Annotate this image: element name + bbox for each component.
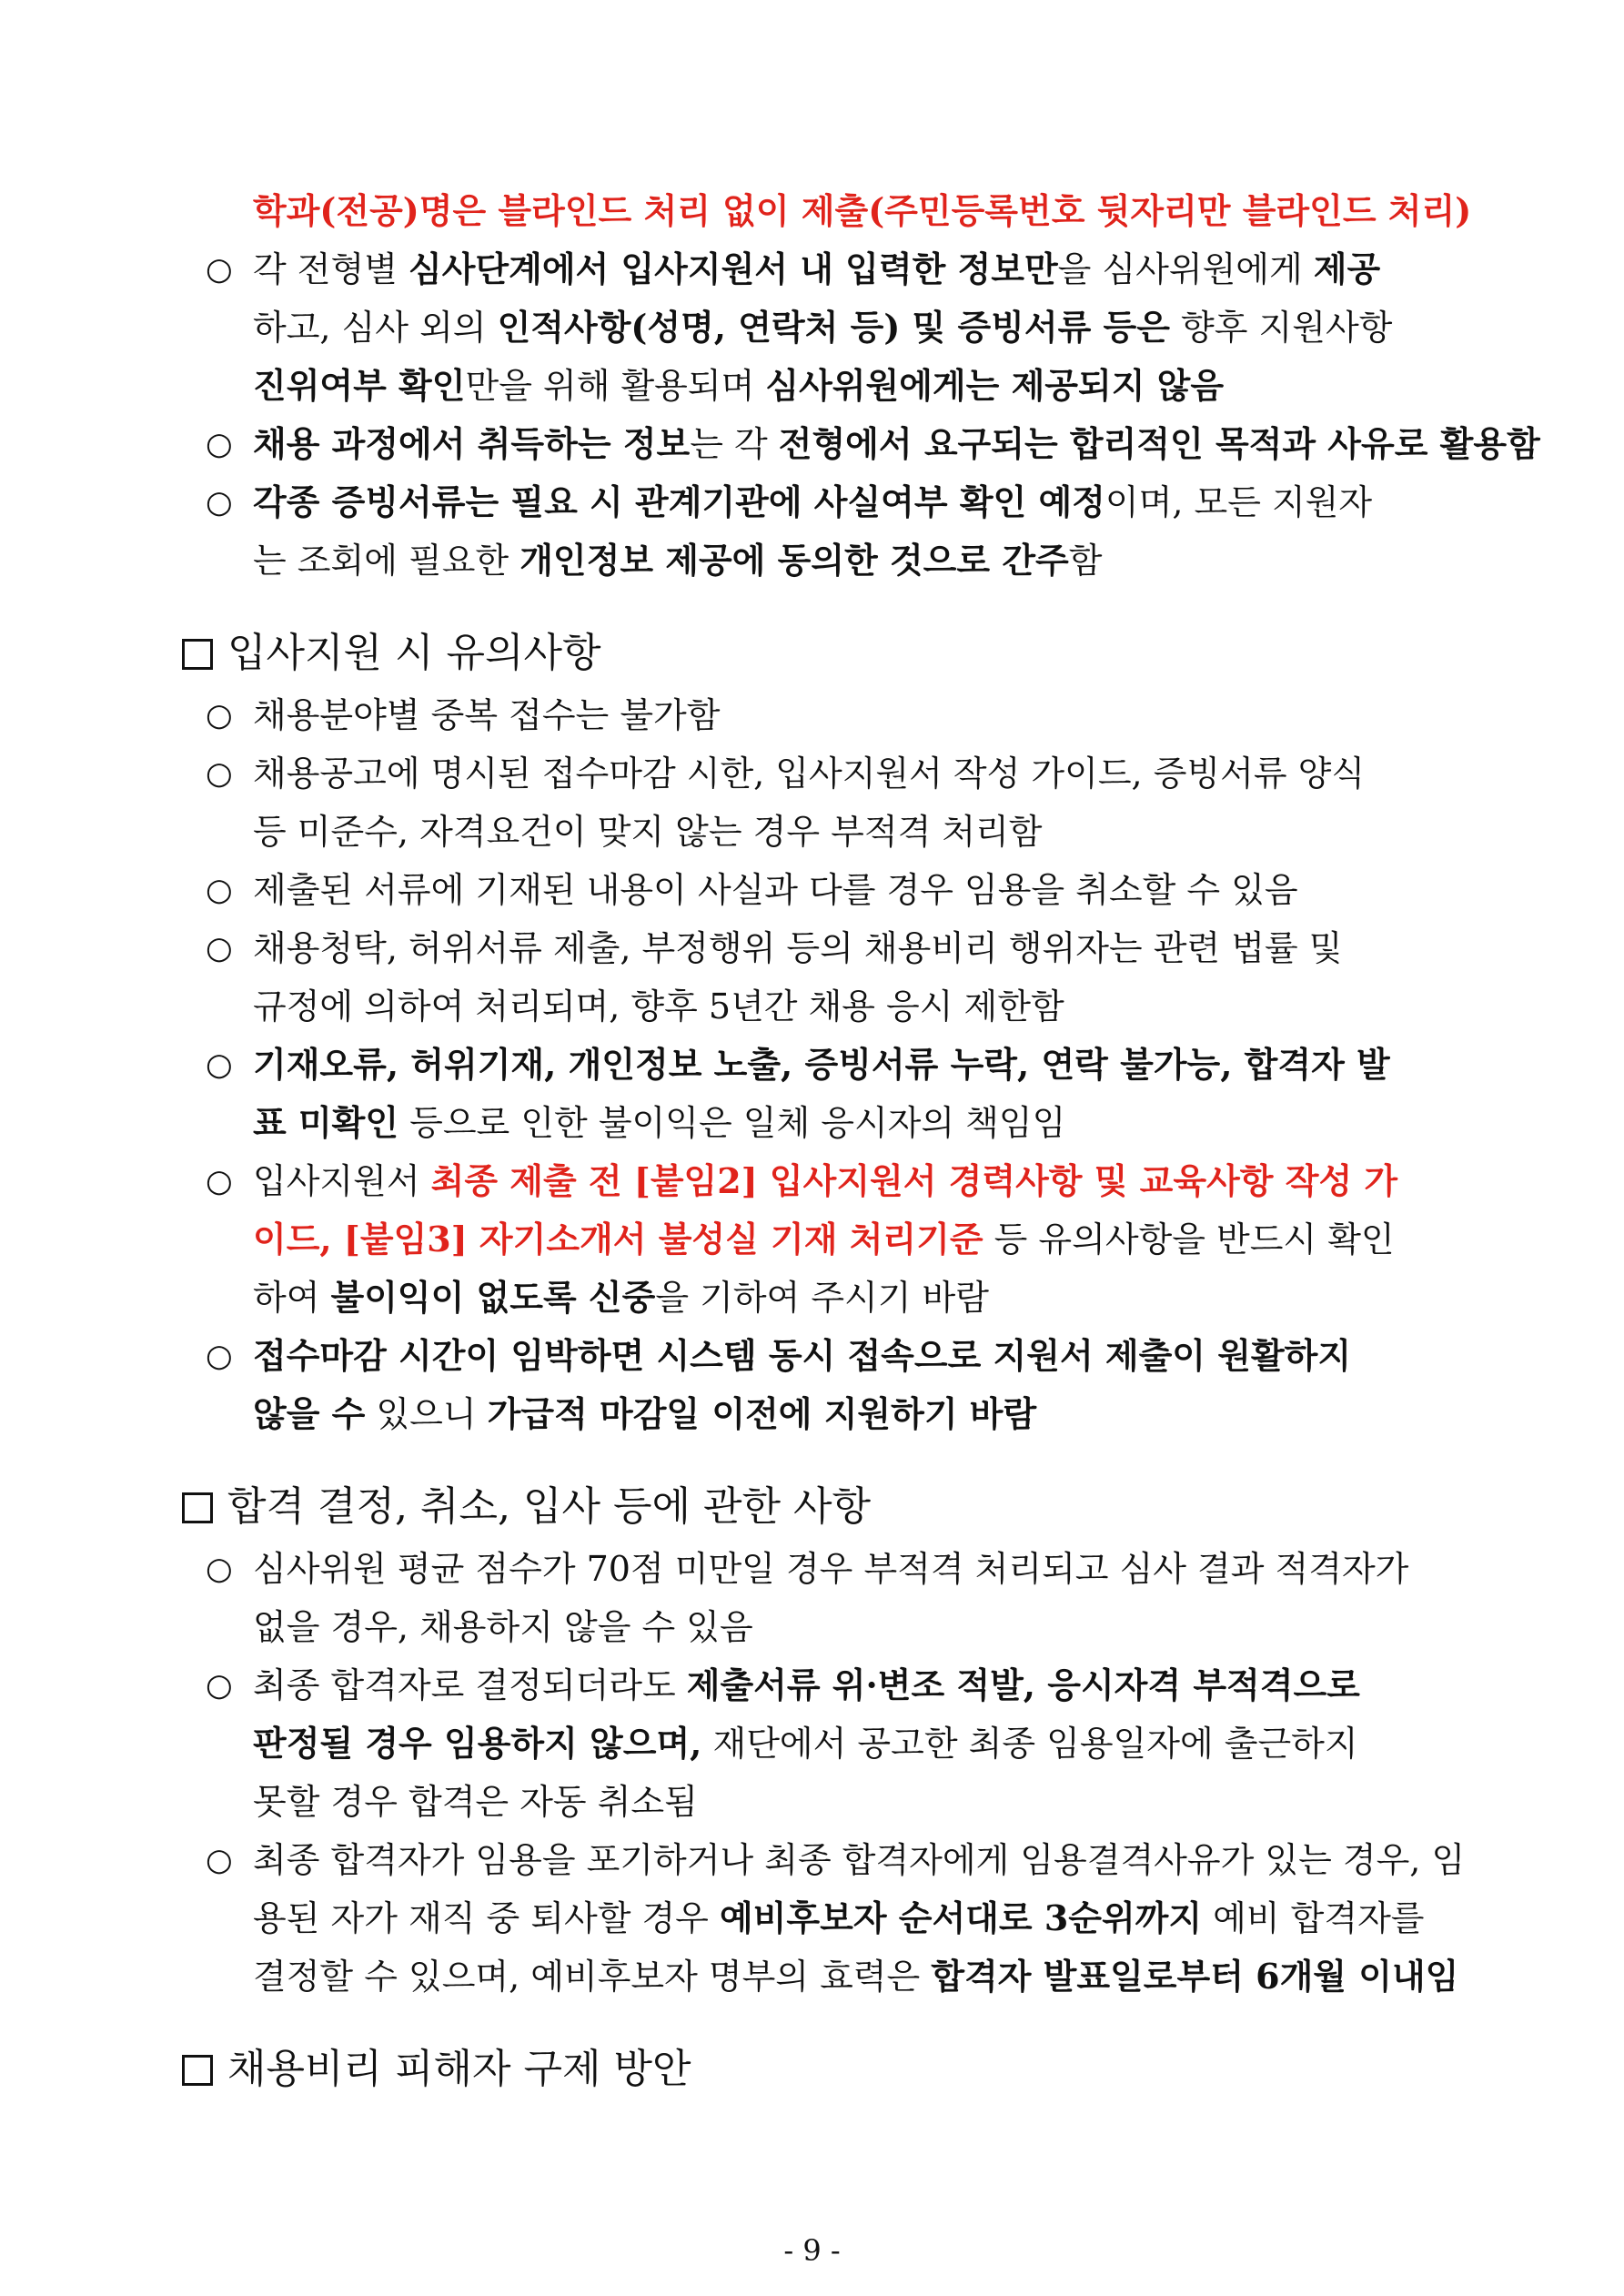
bold-text-segment: 각종 증빙서류는 필요 시 관계기관에 사실여부 확인 예정 — [253, 481, 1105, 522]
text-segment: 재단에서 공고한 최종 임용일자에 출근하지 — [701, 1724, 1358, 1764]
section-title: 입사지원 시 유의사항 — [227, 630, 601, 676]
text-segment: 못할 경우 합격은 자동 취소됨 — [253, 1782, 698, 1822]
text-segment: 채용분야별 중복 접수는 불가함 — [253, 695, 721, 735]
text-segment: 최종 합격자로 결정되더라도 — [253, 1665, 687, 1705]
bullet-circle-icon: ○ — [206, 1338, 233, 1374]
bullet-circle-icon: ○ — [206, 1842, 233, 1878]
bold-text-segment: 가급적 마감일 이전에 지원하기 바람 — [487, 1393, 1037, 1434]
bold-text-segment: 기재오류, 허위기재, 개인정보 노출, 증빙서류 누락, 연락 불가능, 합격자 발 — [253, 1044, 1390, 1085]
checkbox-square-icon — [182, 1492, 213, 1523]
text-line — [253, 246, 1380, 293]
text-line — [253, 420, 1540, 468]
text-line — [253, 362, 1224, 410]
bullet-circle-icon: ○ — [206, 484, 233, 521]
text-line — [253, 1953, 1458, 2000]
text-segment: 심사위원 평균 점수가 70점 미만일 경우 부적격 처리되고 심사 결과 적격자가 — [253, 1549, 1409, 1589]
text-line — [253, 925, 1342, 972]
bold-text-segment: 진위여부 확인 — [253, 365, 466, 406]
bold-text-segment: 인적사항(성명, 연락처 등) 및 증빙서류 등은 — [497, 307, 1170, 348]
text-line — [253, 1720, 1358, 1767]
text-line — [253, 1778, 698, 1826]
red-text-segment: 최종 제출 전 [붙임2] 입사지원서 경력사항 및 교육사항 작성 가 — [430, 1160, 1398, 1201]
text-line — [253, 1545, 1408, 1593]
text-segment: 등 미준수, 자격요건이 맞지 않는 경우 부적격 처리함 — [253, 812, 1043, 852]
text-segment: 등 유의사항을 반드시 확인 — [983, 1219, 1395, 1259]
bullet-circle-icon: ○ — [206, 1667, 233, 1704]
bold-text-segment: 접수마감 시간이 임박하면 시스템 동시 접속으로 지원서 제출이 원활하지 — [253, 1335, 1352, 1376]
text-segment: 등으로 인한 불이익은 일체 응시자의 책임임 — [398, 1103, 1066, 1143]
text-line — [253, 1391, 1036, 1438]
text-segment: 채용공고에 명시된 접수마감 시한, 입사지원서 작성 가이드, 증빙서류 양식 — [253, 754, 1366, 794]
text-line — [253, 808, 1043, 855]
bold-text-segment: 채용 과정에서 취득하는 정보 — [253, 423, 691, 464]
bold-text-segment: 심사위원에게는 제공되지 않음 — [765, 365, 1225, 406]
text-segment: 을 기하여 주시기 바람 — [655, 1278, 989, 1318]
text-segment: 예비 합격자를 — [1202, 1898, 1425, 1938]
text-segment: 을 심사위원에게 — [1057, 249, 1314, 289]
continuation-red-line: 학과(전공)명은 블라인드 처리 없이 제출(주민등록번호 뒷자리만 블라인드 처리) — [253, 190, 1472, 231]
text-line — [253, 692, 720, 739]
text-line — [253, 1895, 1425, 1942]
text-line — [253, 1216, 1395, 1263]
text-segment: 이며, 모든 지원자 — [1105, 482, 1373, 522]
bold-text-segment: 않을 수 — [253, 1393, 366, 1434]
text-segment: 만을 위해 활용되며 — [465, 366, 766, 406]
bullet-circle-icon: ○ — [206, 1047, 233, 1083]
text-segment: 는 조회에 필요한 — [253, 541, 520, 581]
text-segment: 하고, 심사 외의 — [253, 308, 498, 348]
checkbox-square-icon — [182, 2055, 213, 2086]
section-heading — [182, 1480, 871, 1534]
text-line — [253, 1836, 1465, 1884]
page-number: - 9 - — [783, 2233, 841, 2268]
bullet-circle-icon: ○ — [206, 755, 233, 792]
text-line — [253, 750, 1365, 797]
text-segment: 채용청탁, 허위서류 제출, 부정행위 등의 채용비리 행위자는 관련 법률 및 — [253, 928, 1343, 968]
text-line — [253, 537, 1102, 584]
text-line — [253, 1274, 989, 1321]
bold-text-segment: 합격자 발표일로부터 6개월 이내임 — [931, 1956, 1459, 1997]
section-title: 합격 결정, 취소, 입사 등에 관한 사항 — [227, 1483, 871, 1530]
bold-text-segment: 전형에서 요구되는 합리적인 목적과 사유로 활용함 — [778, 423, 1540, 464]
text-segment: 결정할 수 있으며, 예비후보자 명부의 효력은 — [253, 1957, 932, 1997]
bullet-circle-icon: ○ — [206, 872, 233, 908]
text-segment: 하여 — [253, 1278, 331, 1318]
bold-text-segment: 개인정보 제공에 동의한 것으로 간주 — [519, 540, 1069, 581]
text-line — [253, 479, 1372, 526]
bold-text-segment: 제공 — [1313, 248, 1381, 289]
text-segment: 입사지원서 — [253, 1161, 431, 1201]
checkbox-square-icon — [182, 639, 213, 670]
text-segment: 함 — [1068, 541, 1103, 581]
text-segment: 는 각 — [690, 424, 779, 464]
bullet-circle-icon: ○ — [206, 930, 233, 966]
text-line — [253, 1099, 1065, 1147]
text-line — [253, 1158, 1397, 1205]
text-segment: 각 전형별 — [253, 249, 409, 289]
text-line — [253, 866, 1298, 914]
section-title: 채용비리 피해자 구제 방안 — [227, 2046, 691, 2092]
bullet-circle-icon: ○ — [206, 1551, 233, 1587]
text-segment: 없을 경우, 채용하지 않을 수 있음 — [253, 1607, 753, 1647]
text-segment: 최종 합격자가 임용을 포기하거나 최종 합격자에게 임용결격사유가 있는 경우, 임 — [253, 1840, 1466, 1880]
text-line — [253, 304, 1392, 351]
text-segment: 용된 자가 재직 중 퇴사할 경우 — [253, 1898, 720, 1938]
text-line — [253, 1041, 1390, 1088]
text-segment: 있으니 — [365, 1394, 488, 1434]
text-segment: 규정에 의하여 처리되며, 향후 5년간 채용 응시 제한함 — [253, 986, 1064, 1027]
section-heading — [182, 2042, 691, 2097]
bold-text-segment: 불이익이 없도록 신중 — [330, 1277, 656, 1318]
bullet-circle-icon: ○ — [206, 697, 233, 733]
red-text-segment: 이드, [붙임3] 자기소개서 불성실 기재 처리기준 — [253, 1219, 983, 1259]
text-segment: 제출된 서류에 기재된 내용이 사실과 다를 경우 임용을 취소할 수 있음 — [253, 870, 1298, 910]
bold-text-segment: 표 미확인 — [253, 1102, 399, 1143]
bold-text-segment: 제출서류 위·변조 적발, 응시자격 부적격으로 — [686, 1664, 1360, 1705]
bullet-circle-icon: ○ — [206, 426, 233, 462]
text-line — [253, 1603, 753, 1651]
bold-text-segment: 심사단계에서 입사지원서 내 입력한 정보만 — [409, 248, 1058, 289]
text-line — [253, 1332, 1351, 1380]
text-line — [253, 983, 1064, 1030]
bullet-circle-icon: ○ — [206, 1163, 233, 1199]
bold-text-segment: 예비후보자 순서대로 3순위까지 — [719, 1897, 1203, 1938]
bullet-circle-icon: ○ — [206, 251, 233, 288]
text-line — [253, 1662, 1360, 1709]
text-segment: 향후 지원사항 — [1169, 308, 1393, 348]
section-heading — [182, 626, 601, 681]
bold-text-segment: 판정될 경우 임용하지 않으며, — [253, 1723, 702, 1764]
